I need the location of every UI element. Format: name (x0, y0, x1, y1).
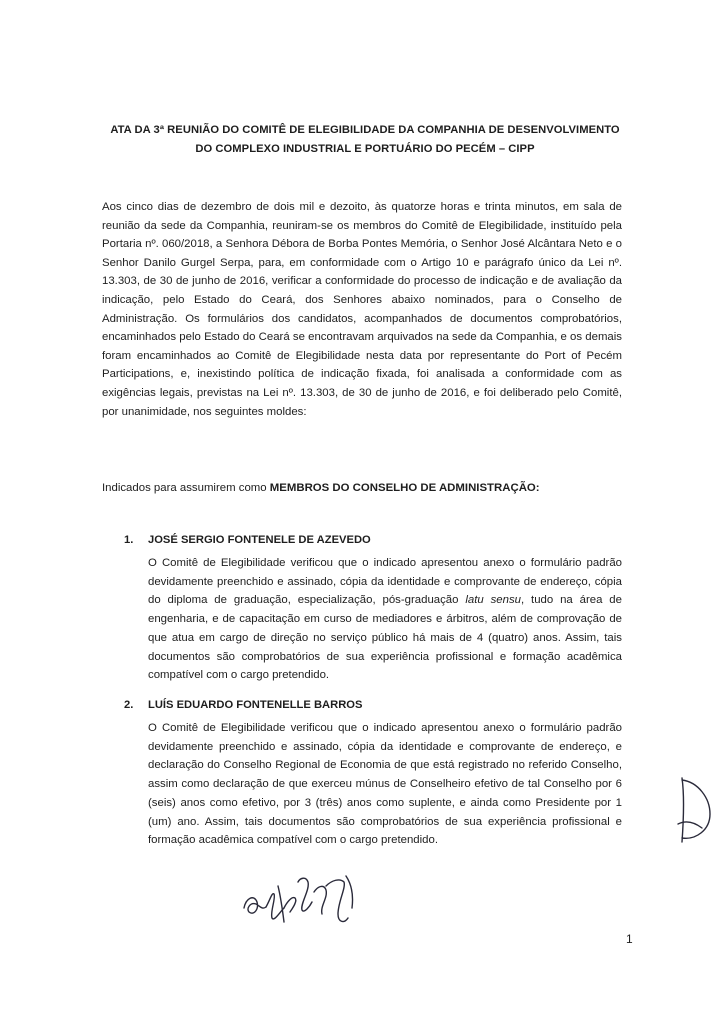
item-number: 1. (124, 534, 134, 546)
candidate-name: LUÍS EDUARDO FONTENELLE BARROS (148, 699, 363, 711)
candidate-name: JOSÉ SERGIO FONTENELE DE AZEVEDO (148, 534, 371, 546)
section-lead-text: Indicados para assumirem como (102, 482, 270, 494)
title-line-2: DO COMPLEXO INDUSTRIAL E PORTUÁRIO DO PECÉM – CIPP (195, 143, 535, 155)
intro-paragraph: Aos cinco dias de dezembro de dois mil e dezoito, às quatorze horas e trinta minutos, em sala de reunião da sede da Companhia, reuniram-se os membros do Comitê de Elegibilidade, instituído pela Portaria nº. 060/2018, a Senhora Débora de Borba Pontes Memória, o Senhor José Alcântara Neto e o Senhor Danilo Gurgel Serpa, para, em conformidade com o Artigo 10 e parágrafo único da Lei nº. 13.303, de 30 de junho de 2016, verificar a conformidade do processo de indicação e de avaliação da indicação, pelo Estado do Ceará, dos Senhores abaixo nominados, para o Conselho de Administração. Os formulários dos candidatos, acompanhados de documentos comprobatórios, encaminhados pelo Estado do Ceará se encontravam arquivados na sede da Companhia, e os demais foram encaminhados ao Comitê de Elegibilidade nesta data por representante do Port of Pecém Participations, e, inexistindo política de indicação fixada, foi analisada a conformidade com as exigências legais, previstas na Lei nº. 13.303, de 30 de junho de 2016, e foi deliberado pelo Comitê, por unanimidade, nos seguintes moldes: (102, 201, 622, 418)
document-title (95, 121, 635, 159)
section-lead (102, 479, 622, 497)
candidate-description: O Comitê de Elegibilidade verificou que o indicado apresentou anexo o formulário padrão devidamente preenchido e assinado, cópia da identidade e comprovante de endereço, e declaração do Conselho Regional de Economia de que está registrado no referido Conselho, assim como declaração de que exerceu múnus de Conselheiro efetivo de tal Conselho por 6 (seis) anos como efetivo, por 3 (três) anos como suplente, e ainda como Presidente por 1 (um) ano. Assim, tais documentos são comprobatórios de sua experiência profissional e formação acadêmica compatível com o cargo pretendido. (148, 722, 622, 847)
description-text: O Comitê de Elegibilidade verificou que o indicado apresentou anexo o formulário padrão devidamente preenchido e assinado, cópia da identidade e comprovante de endereço, cópia do diploma de graduação, especialização, pós-graduação (148, 557, 622, 607)
signature-initials (668, 770, 718, 850)
candidate-description (148, 554, 622, 685)
description-text-end: , tudo na área de engenharia, e de capacitação em curso de mediadores e árbitros, além de comprovação de que atua em cargo de direção no serviço público há mais de 4 (quatro) anos. Assim, tais documentos são comprobatórios de sua experiência profissional e formação acadêmica compatível com o cargo pretendido. (148, 594, 622, 682)
page-number: 1 (626, 932, 633, 946)
description-italic: latu sensu (465, 594, 521, 607)
item-number: 2. (124, 699, 134, 711)
title-line-1: ATA DA 3ª REUNIÃO DO COMITÊ DE ELEGIBILIDADE DA COMPANHIA DE DESENVOLVIMENTO (110, 124, 620, 136)
section-lead-heading: MEMBROS DO CONSELHO DE ADMINISTRAÇÃO: (269, 482, 540, 494)
signature-mark (240, 862, 370, 932)
